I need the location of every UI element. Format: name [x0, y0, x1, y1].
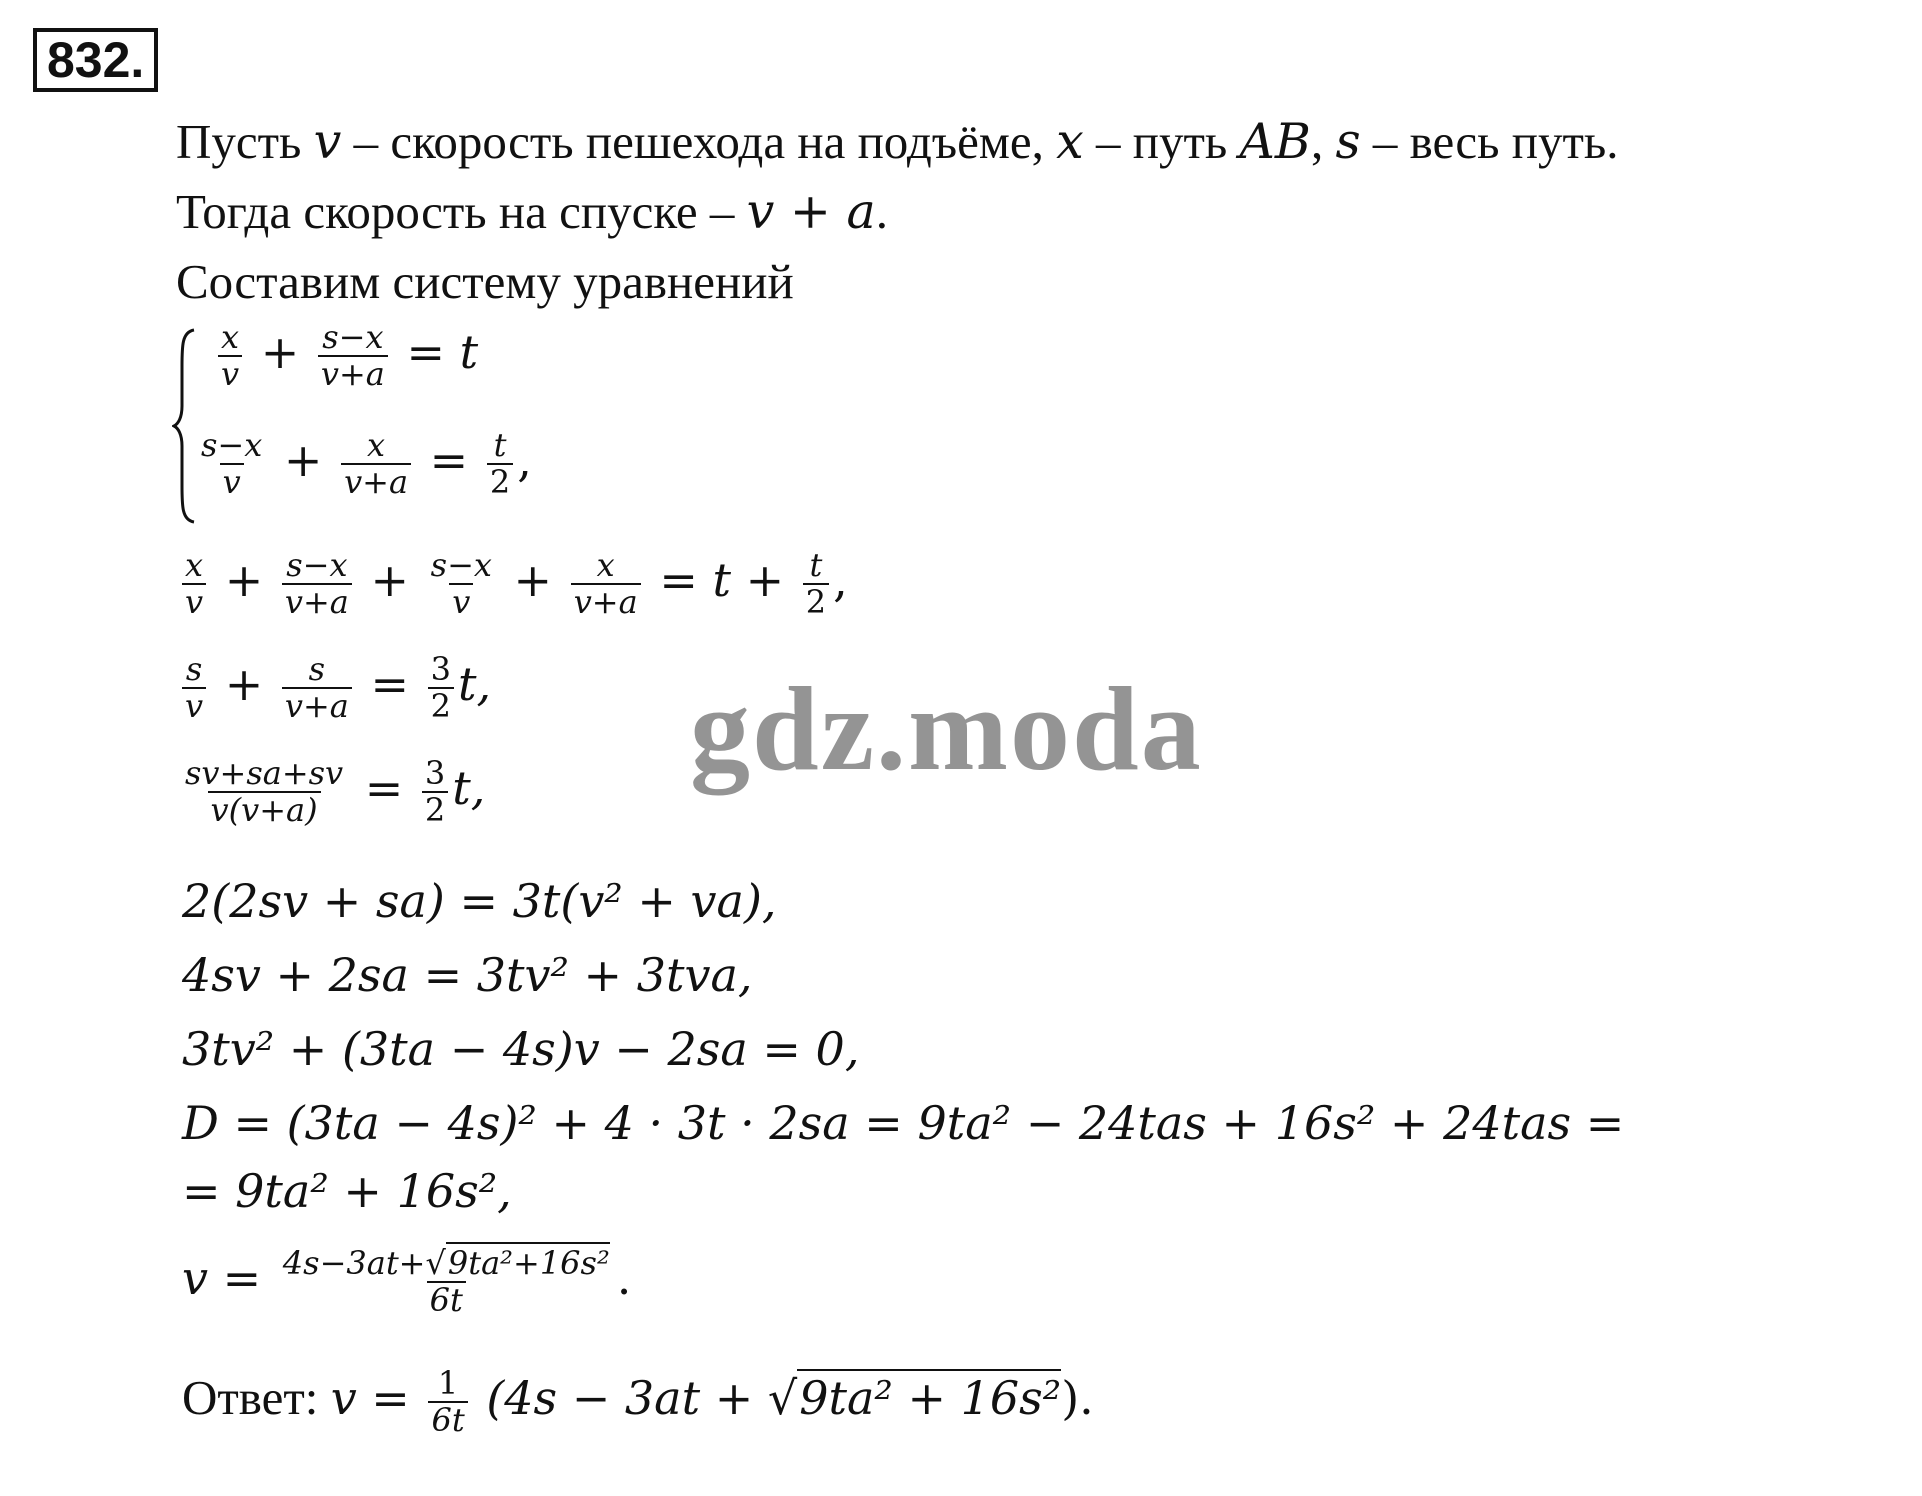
- discriminant-result: = 9ta² + 16s²,: [182, 1164, 512, 1218]
- step-sum-equations: $\frac{x}{v}$ + $\frac{s-x}{v+a}$ + $\frac{s-x}{v}$ + $\frac{x}{v+a}$ = t + $\frac{t}{2}$ ,: [178, 548, 848, 620]
- intro-line-2: Тогда скорость на спуске – v + a.: [176, 183, 889, 240]
- step-line-6: 3tv² + (3ta − 4s)v − 2sa = 0,: [182, 1022, 860, 1076]
- root-formula: v = $\frac{\text{4s−3at+√9ta²+16s²}}{6t}$ .: [182, 1244, 632, 1320]
- step-line-5: 4sv + 2sa = 3tv² + 3tva,: [182, 948, 753, 1002]
- step-line-4: 2(2sv + sa) = 3t(v² + va),: [182, 874, 777, 928]
- system-equation-2: $\frac{s-x}{v}$ + $\frac{x}{v+a}$ = $\frac{t}{2}$ ,: [201, 426, 532, 502]
- step-simplify: $\frac{s}{v}$ + $\frac{s}{v+a}$ = $\frac{3}{2}$ t,: [178, 652, 491, 724]
- intro-line-3: Составим систему уравнений: [176, 254, 794, 309]
- problem-number: 832.: [33, 28, 158, 92]
- answer-line: Ответ: v = $\frac{1}{6t}$ (4s − 3at + √9ta² + 16s²).: [182, 1364, 1094, 1440]
- discriminant-line: D = (3ta − 4s)² + 4 · 3t · 2sa = 9ta² − 24tas + 16s² + 24tas =: [182, 1096, 1625, 1150]
- intro-line-1: Пусть v – скорость пешехода на подъёме, x – путь AB, s – весь путь.: [176, 113, 1619, 170]
- step-common-denominator: $\frac{sv+sa+sv}{v(v+a)}$ = $\frac{3}{2}$ t,: [185, 754, 486, 830]
- system-equation-1: $\frac{x}{v}$ + $\frac{s-x}{v+a}$ = t: [214, 320, 478, 392]
- watermark: gdz.moda: [690, 662, 1203, 795]
